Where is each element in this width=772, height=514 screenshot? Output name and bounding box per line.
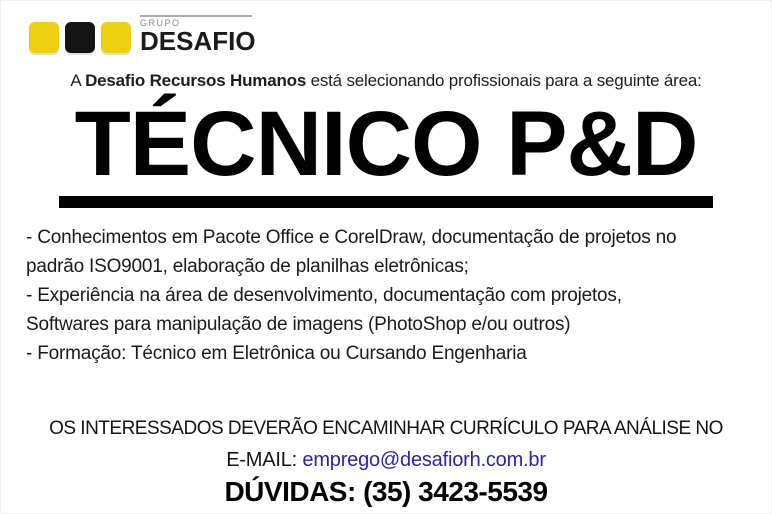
grupo-desafio-logo xyxy=(29,15,771,61)
logo-yellow-square-icon xyxy=(29,22,59,53)
logo-group-label: GRUPO xyxy=(140,18,181,28)
requirement-line: - Formação: Técnico em Eletrônica ou Cursando Engenharia xyxy=(26,342,527,364)
email-link[interactable]: emprego@desafiorh.com.br xyxy=(302,448,546,471)
phone-line: DÚVIDAS: (35) 3423-5539 xyxy=(224,475,548,507)
requirement-line: padrão ISO9001, elaboração de planilhas eletrônicas; xyxy=(26,255,469,277)
requirement-line: - Conhecimentos em Pacote Office e CorelDraw, documentação de projetos no xyxy=(26,226,677,248)
intro-prefix: A xyxy=(70,71,86,90)
footer xyxy=(1,416,771,509)
logo-squares xyxy=(29,22,131,53)
email-label: E-MAIL: xyxy=(226,448,303,471)
job-title: TÉCNICO P&D xyxy=(59,97,714,208)
email-line xyxy=(1,447,771,473)
logo-black-square-icon xyxy=(65,22,95,53)
intro-suffix: está selecionando profissionais para a seguinte área: xyxy=(306,71,702,90)
logo-text-block xyxy=(140,15,256,56)
logo-yellow-square-icon xyxy=(101,22,131,53)
title-wrap xyxy=(1,93,771,208)
intro-company-name: Desafio Recursos Humanos xyxy=(85,71,307,90)
requirement-line: - Experiência na área de desenvolvimento, documentação com projetos, xyxy=(26,284,622,306)
logo-brand-name: DESAFIO xyxy=(140,26,256,56)
requirement-line: Softwares para manipulação de imagens (PhotoShop e/ou outros) xyxy=(26,313,571,335)
intro-sentence xyxy=(1,71,771,91)
apply-instruction: OS INTERESSADOS DEVERÃO ENCAMINHAR CURRÍCULO PARA ANÁLISE NO xyxy=(49,417,723,439)
requirements-list xyxy=(26,223,771,368)
